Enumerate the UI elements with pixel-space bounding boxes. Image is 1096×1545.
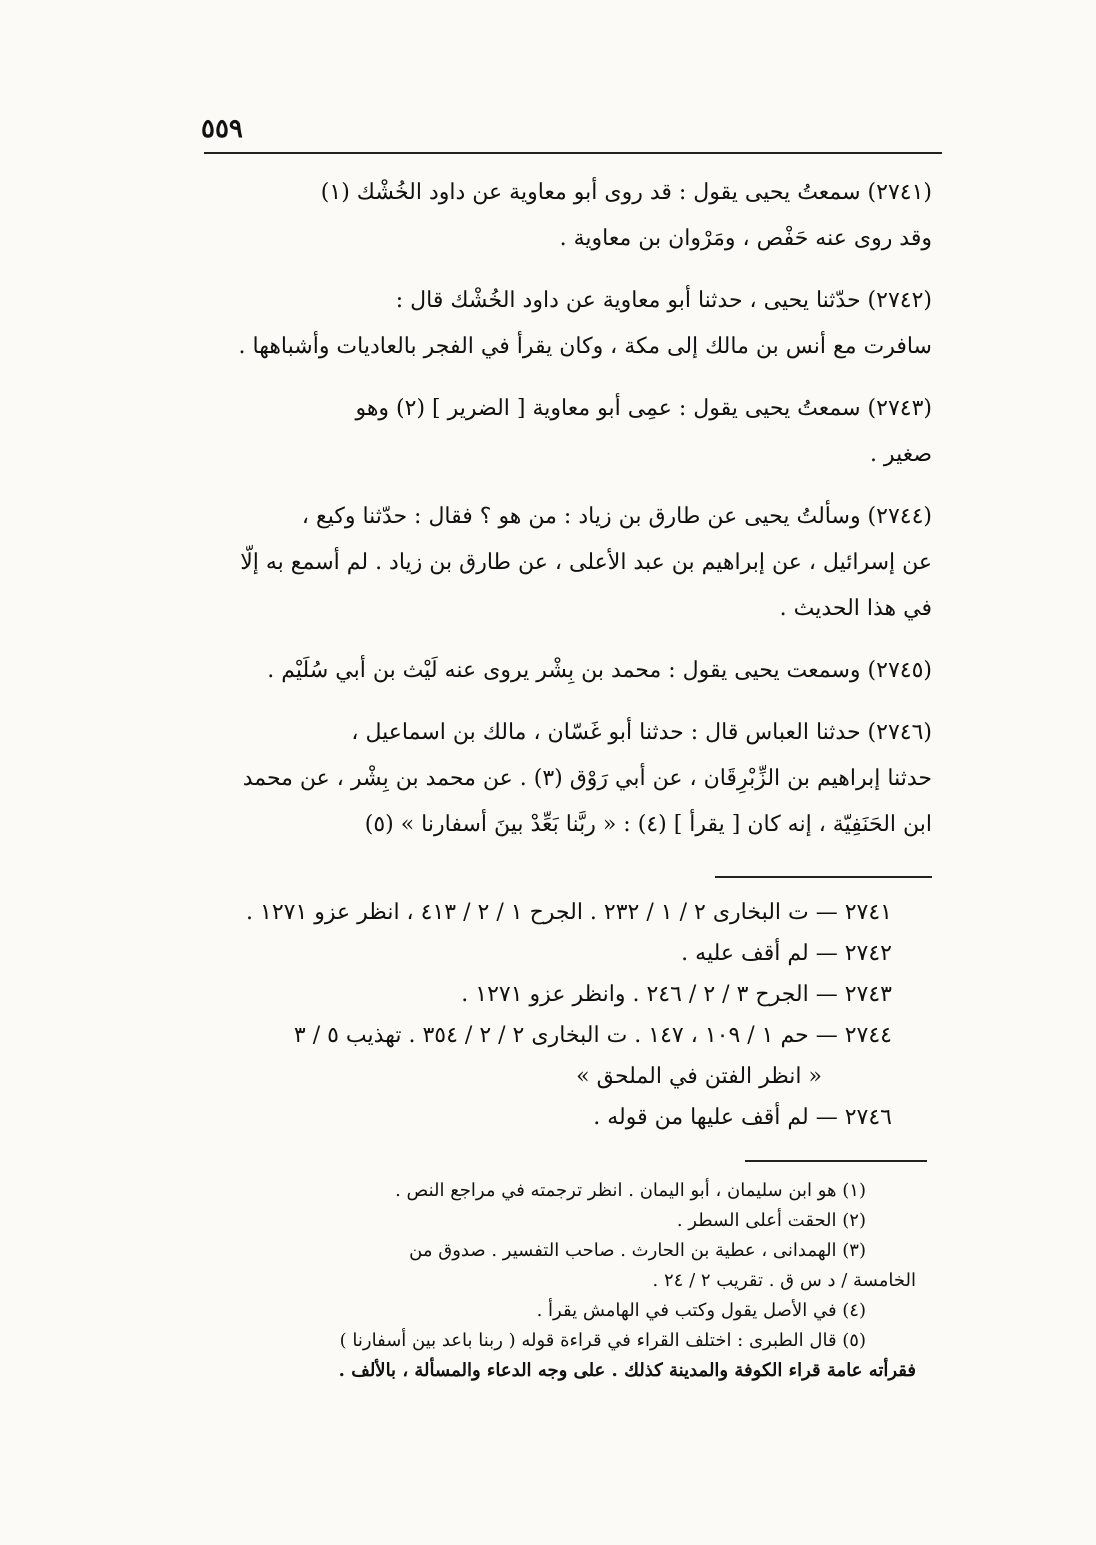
reference-line: ٢٧٤٢ — لم أقف عليه . — [681, 941, 892, 966]
entry-line: ابن الحَنَفِيّة ، إنه كان [ يقرأ ] (٤) : « ربَّنا بَعِّدْ بينَ أسفارنا » (٥) — [364, 812, 932, 837]
entry-line: (٢٧٤٢) حدّثنا يحيى ، حدثنا أبو معاوية عن داود الخُشْك قال : — [395, 288, 932, 313]
header-rule — [204, 152, 942, 154]
entry-2745 — [206, 648, 932, 694]
entry-line: عن إسرائيل ، عن إبراهيم بن عبد الأعلى ، عن طارق بن زياد . لم أسمع به إلّا — [240, 550, 932, 575]
page-number: ٥٥٩ — [201, 114, 243, 144]
entry-line: (٢٧٤٥) وسمعت يحيى يقول : محمد بن بِشْر يروى عنه لَيْث بن أبي سُلَيْم . — [267, 658, 932, 683]
footnote-line: (٤) في الأصل يقول وكتب في الهامش يقرأ . — [536, 1300, 866, 1321]
footnotes-rule — [745, 1160, 927, 1162]
entry-2743 — [206, 386, 932, 478]
footnotes — [176, 1176, 916, 1386]
entry-line: (٢٧٤٦) حدثنا العباس قال : حدثنا أبو غَسّان ، مالك بن اسماعيل ، — [351, 720, 932, 745]
footnote-line: (٢) الحقت أعلى السطر . — [676, 1210, 866, 1231]
reference-line: ٢٧٤٤ — حم ١ / ١٠٩ ، ١٤٧ . ت البخارى ٢ / ٢ / ٣٥٤ . تهذيب ٥ / ٣ — [293, 1023, 892, 1048]
footnote-line: (١) هو ابن سليمان ، أبو اليمان . انظر ترجمته في مراجع النص . — [395, 1180, 866, 1201]
entry-line: سافرت مع أنس بن مالك إلى مكة ، وكان يقرأ في الفجر بالعاديات وأشباهها . — [238, 334, 932, 359]
reference-line: ٢٧٤٣ — الجرح ٣ / ٢ / ٢٤٦ . وانظر عزو ١٢٧١ . — [461, 982, 892, 1007]
footnote-line: (٥) قال الطبرى : اختلف القراء في قراءة قوله ( ربنا باعد بين أسفارنا ) — [339, 1330, 866, 1351]
references — [196, 892, 892, 1138]
entry-2744 — [206, 494, 932, 632]
entry-line: صغير . — [869, 442, 932, 467]
entry-line: (٢٧٤٣) سمعتُ يحيى يقول : عمِى أبو معاوية [ الضرير ] (٢) وهو — [355, 396, 932, 421]
entry-2746 — [206, 710, 932, 848]
footnote-line: (٣) الهمدانى ، عطية بن الحارث . صاحب التفسير . صدوق من — [409, 1240, 866, 1261]
references-rule — [715, 876, 932, 878]
entry-2742 — [206, 278, 932, 370]
entry-line: (٢٧٤١) سمعتُ يحيى يقول : قد روى أبو معاوية عن داود الخُشْك (١) — [320, 180, 932, 205]
reference-line: ٢٧٤٦ — لم أقف عليها من قوله . — [593, 1105, 892, 1130]
entry-line: (٢٧٤٤) وسألتُ يحيى عن طارق بن زياد : من هو ؟ فقال : حدّثنا وكيع ، — [301, 504, 932, 529]
entry-line: في هذا الحديث . — [779, 596, 932, 621]
entry-line: حدثنا إبراهيم بن الزِّبْرِقَان ، عن أبي رَوْق (٣) . عن محمد بن بِشْر ، عن محمد — [242, 766, 932, 791]
entry-2741 — [206, 170, 932, 262]
entries — [206, 170, 932, 864]
entry-line: وقد روى عنه حَفْص ، ومَرْوان بن معاوية . — [559, 226, 932, 251]
footnote-line: فقرأته عامة قراء الكوفة والمدينة كذلك . على وجه الدعاء والمسألة ، بالألف . — [338, 1360, 916, 1381]
reference-line: ٢٧٤١ — ت البخارى ٢ / ١ / ٢٣٢ . الجرح ١ / ٢ / ٤١٣ ، انظر عزو ١٢٧١ . — [246, 900, 892, 925]
reference-line: « انظر الفتن في الملحق » — [576, 1064, 822, 1089]
footnote-line: الخامسة / د س ق . تقريب ٢ / ٢٤ . — [652, 1270, 916, 1291]
